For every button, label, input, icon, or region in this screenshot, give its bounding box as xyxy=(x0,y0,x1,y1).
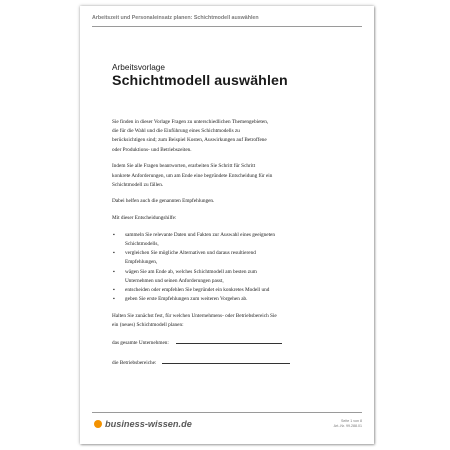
field-company-label: das gesamte Unternehmen: xyxy=(112,339,169,346)
text-line: entscheiden oder empfehlen Sie begründet ein konkretes Modell und xyxy=(125,287,270,294)
header-divider xyxy=(92,26,362,27)
scope-paragraph xyxy=(112,312,312,330)
text-line: ein (neues) Schichtmodell planen: xyxy=(112,322,184,329)
article-number: Art.-Nr. 99.288.01 xyxy=(333,424,362,429)
list-item xyxy=(112,249,312,267)
recommendation-paragraph xyxy=(112,197,312,206)
text-line: wägen Sie am Ende ab, welches Schichtmodell am besten zum xyxy=(125,268,257,275)
text-line: Mit dieser Entscheidungshilfe: xyxy=(112,215,177,222)
field-company-line[interactable] xyxy=(176,338,282,344)
field-areas-line[interactable] xyxy=(162,358,290,364)
text-line: Halten Sie zunächst fest, für welchen Unternehmens- oder Betriebsbereich Sie xyxy=(112,312,277,319)
text-line: Unternehmen und seinen Anforderungen passt, xyxy=(125,277,224,284)
brand-logo xyxy=(94,419,192,429)
text-line: Empfehlungen, xyxy=(125,259,158,266)
list-item xyxy=(112,286,312,295)
document-title: Schichtmodell auswählen xyxy=(112,73,288,89)
text-line: konkrete Anforderungen, um am Ende eine begründete Entscheidung für ein xyxy=(112,172,273,179)
bullet-icon: ▪ xyxy=(113,288,115,294)
text-line: Schichtmodells, xyxy=(125,241,159,248)
logo-text: business-wissen.de xyxy=(105,419,192,429)
document-body xyxy=(112,118,312,377)
bullet-icon: ▪ xyxy=(113,251,115,257)
list-item xyxy=(112,268,312,286)
field-areas-label: die Betriebsbereiche: xyxy=(112,359,157,366)
running-header: Arbeitszeit und Personaleinsatz planen: Schichtmodell auswählen xyxy=(92,15,259,21)
text-line: sammeln Sie relevante Daten und Fakten zur Auswahl eines geeigneten xyxy=(125,231,276,238)
text-line: Schichtmodell zu fällen. xyxy=(112,181,164,188)
text-line: berücksichtigen sind; zum Beispiel Kosten, Auswirkungen auf Betroffene xyxy=(112,137,267,144)
answer-paragraph xyxy=(112,162,312,190)
text-line: die für die Wahl und die Einführung eines Schichtmodells zu xyxy=(112,128,240,135)
decision-help-list xyxy=(112,231,312,305)
text-line: vergleichen Sie mögliche Alternativen und daraus resultierend xyxy=(125,250,256,257)
logo-dot-icon xyxy=(94,420,102,428)
text-line: Indem Sie alle Fragen beantworten, erarbeiten Sie Schritt für Schritt xyxy=(112,163,256,170)
text-line: Dabei helfen auch die genannten Empfehlungen. xyxy=(112,198,215,205)
footer-divider xyxy=(92,412,362,413)
intro-paragraph xyxy=(112,118,312,155)
document-kicker: Arbeitsvorlage xyxy=(112,62,166,72)
list-item xyxy=(112,295,312,304)
text-line: oder Produktions- und Betriebszeiten. xyxy=(112,146,192,153)
field-company-row xyxy=(112,338,312,348)
bullet-icon: ▪ xyxy=(113,269,115,275)
footer-meta xyxy=(334,419,362,429)
text-line: Sie finden in dieser Vorlage Fragen zu unterschiedlichen Themengebieten, xyxy=(112,119,269,125)
bullet-icon: ▪ xyxy=(113,297,115,303)
page-number: Seite 1 von 8 xyxy=(341,419,362,423)
list-item xyxy=(112,231,312,249)
field-areas-row xyxy=(112,358,312,368)
text-line: geben Sie erste Empfehlungen zum weiteren Vorgehen ab. xyxy=(125,296,248,303)
document-page xyxy=(80,6,374,444)
decision-help-paragraph xyxy=(112,214,312,223)
bullet-icon: ▪ xyxy=(113,232,115,238)
